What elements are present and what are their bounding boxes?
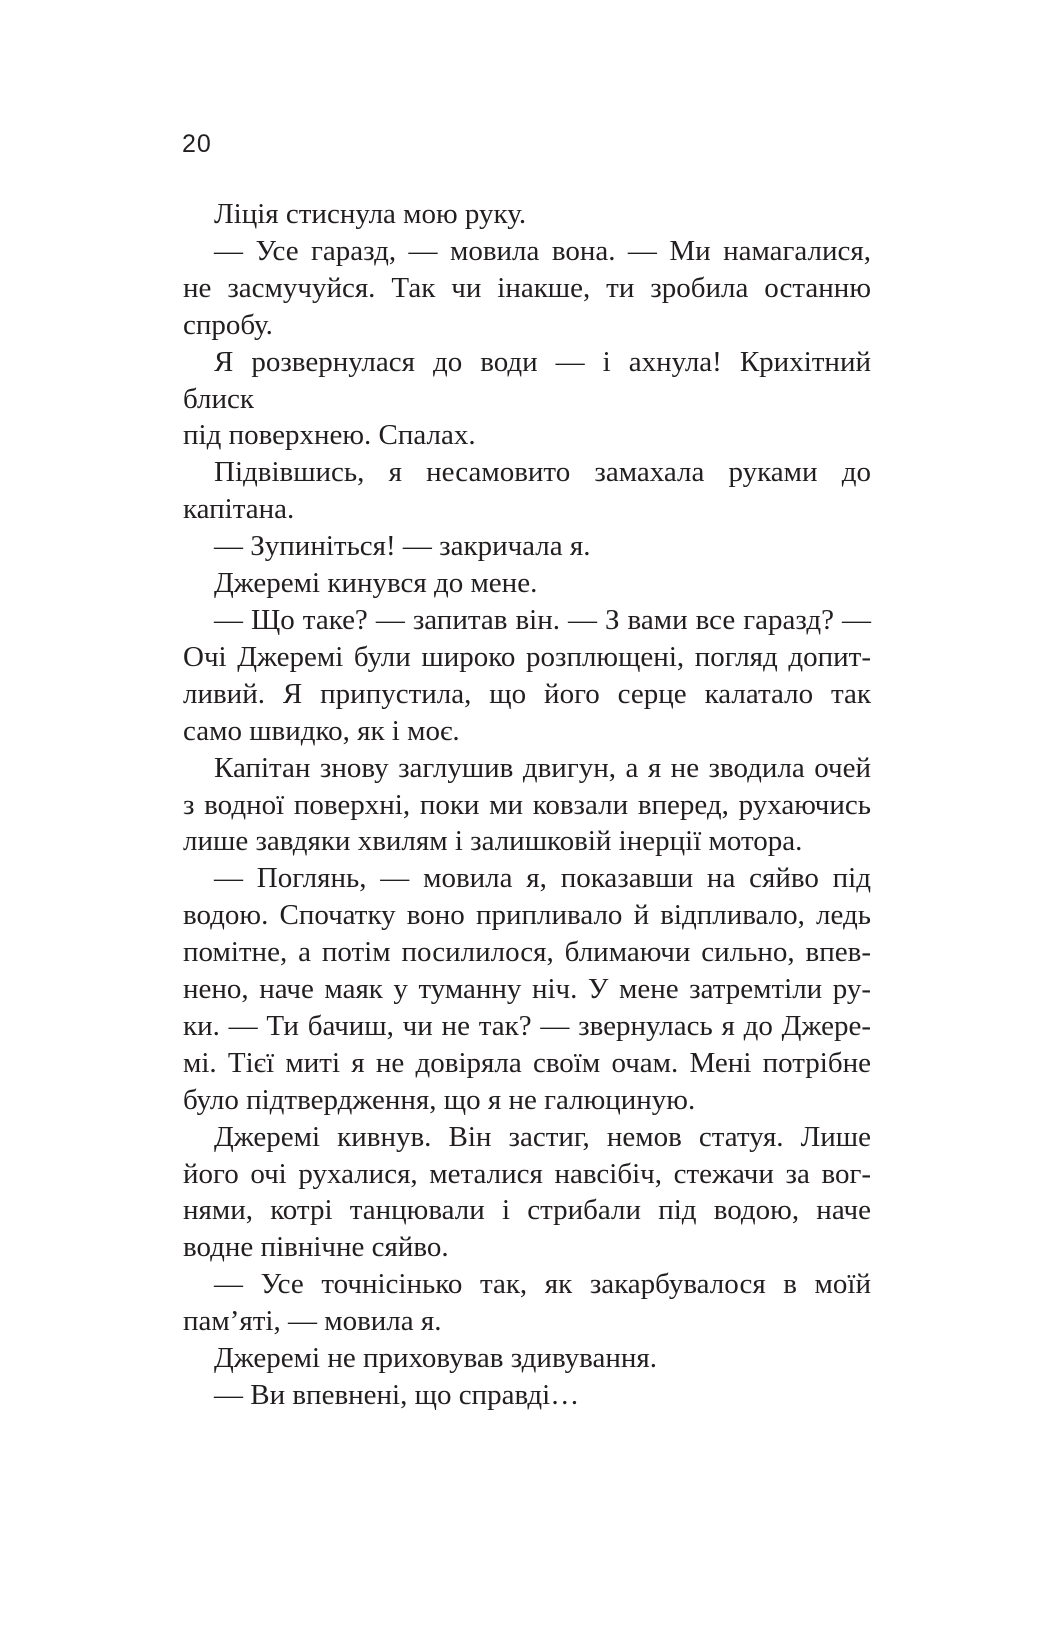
text-line: Джеремі не приховував здивування.: [214, 1342, 657, 1375]
text-line: нено, наче маяк у туманну ніч. У мене затремтіли ру-: [183, 973, 871, 1006]
paragraph: [183, 454, 871, 528]
text-line: водне північне сяйво.: [183, 1231, 449, 1264]
text-line: Джеремі кинувся до мене.: [214, 567, 538, 600]
text-line: нями, котрі танцювали і стрибали під водою, наче: [183, 1194, 871, 1227]
text-line: Ліція стиснула мою руку.: [214, 198, 527, 230]
text-line: помітне, а потім посилилося, блимаючи сильно, впев-: [183, 936, 871, 969]
paragraph: [183, 1377, 871, 1414]
text-line: його очі рухалися, металися навсібіч, стежачи за вог-: [183, 1157, 871, 1190]
text-line: Капітан знову заглушив двигун, а я не зводила очей: [214, 751, 871, 784]
text-line: під поверхнею. Спалах.: [183, 419, 476, 452]
page-number: 20: [182, 130, 212, 158]
text-line: Очі Джеремі були широко розплющені, погляд допит-: [183, 640, 871, 673]
text-line: не засмучуйся. Так чи інакше, ти зробила останню: [183, 271, 871, 304]
text-line: — Усе гаразд, — мовила вона. — Ми намагалися,: [214, 234, 871, 267]
paragraph: [183, 1119, 871, 1267]
paragraph: [183, 528, 871, 565]
text-line: ливий. Я припустила, що його серце калатало так: [183, 677, 871, 710]
body-text: [183, 196, 871, 1414]
text-line: з водної поверхні, поки ми ковзали вперед, рухаючись: [183, 788, 871, 821]
text-line: водою. Спочатку воно припливало й відпливало, ледь: [183, 899, 871, 932]
paragraph: [183, 602, 871, 750]
text-line: Джеремі кивнув. Він застиг, немов статуя. Лише: [214, 1120, 871, 1153]
text-line: Я розвернулася до води — і ахнула! Крихітний блиск: [183, 345, 871, 415]
text-line: мі. Тієї миті я не довіряла своїм очам. Мені потрібне: [183, 1046, 871, 1079]
text-line: ки. — Ти бачиш, чи не так? — звернулась я до Джере-: [183, 1009, 871, 1042]
paragraph: [183, 344, 871, 455]
text-line: — Поглянь, — мовила я, показавши на сяйво під: [214, 862, 871, 895]
paragraph: [183, 750, 871, 861]
text-line: капітана.: [183, 493, 295, 526]
text-line: було підтвердження, що я не галюциную.: [183, 1083, 696, 1116]
text-line: само швидко, як і моє.: [183, 714, 460, 747]
text-line: — Усе точнісінько так, як закарбувалося в моїй: [214, 1268, 871, 1301]
text-line: Підвівшись, я несамовито замахала руками до: [214, 456, 871, 489]
text-line: — Що таке? — запитав він. — З вами все гаразд? —: [214, 603, 871, 636]
text-line: — Ви впевнені, що справді…: [214, 1379, 580, 1411]
text-line: лише завдяки хвилям і залишковій інерції мотора.: [183, 825, 803, 858]
text-line: пам’яті, — мовила я.: [183, 1305, 442, 1338]
text-line: спробу.: [183, 308, 273, 341]
paragraph: [183, 196, 871, 233]
text-line: — Зупиніться! — закричала я.: [214, 530, 591, 563]
paragraph: [183, 233, 871, 344]
paragraph: [183, 1340, 871, 1377]
paragraph: [183, 860, 871, 1118]
paragraph: [183, 565, 871, 602]
paragraph: [183, 1266, 871, 1340]
